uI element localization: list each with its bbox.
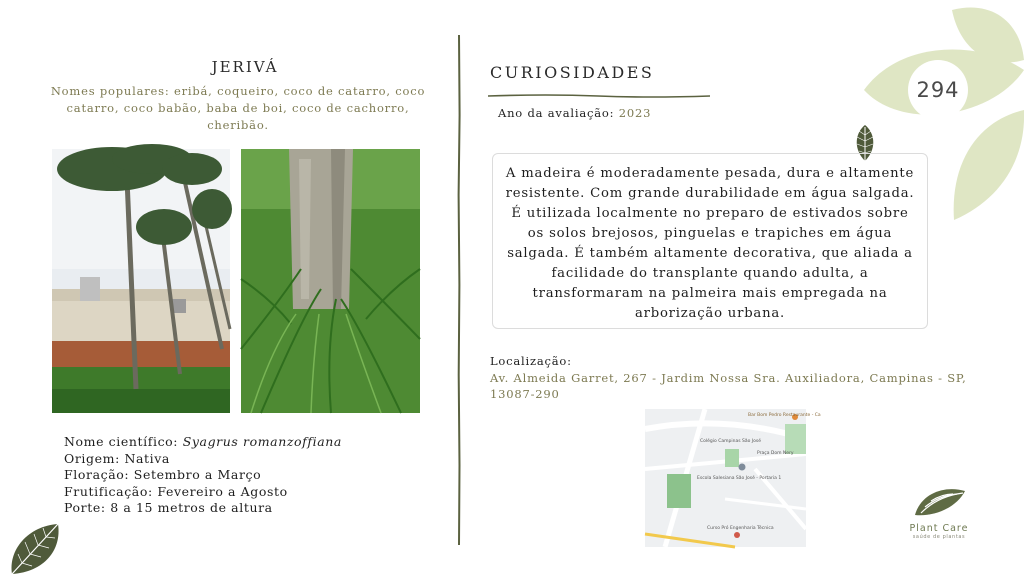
logo-tagline: saúde de plantas bbox=[912, 534, 966, 540]
scientific-name: Syagrus romanzoffiana bbox=[182, 434, 342, 449]
fruiting-line: Frutificação: Fevereiro a Agosto bbox=[64, 483, 288, 499]
leaf-decoration-icon bbox=[8, 520, 68, 576]
evaluation-year bbox=[498, 106, 651, 120]
logo-name: Plant Care bbox=[909, 523, 969, 534]
decorative-leaves bbox=[860, 0, 1024, 230]
year-value: 2023 bbox=[618, 106, 652, 120]
map-label-5: Curso Pró Engenharia Técnica bbox=[707, 526, 774, 531]
curiosities-text: A madeira é moderadamente pesada, dura e altamente resistente. Com grande durabilidade em água salgada. É utilizada localmente no preparo de estivados sobre os solos brejosos, pinguelas e trapiches em água salgada. É também altamente decorativa, que aliada a facilidade do transplante quando adulta, a transformaram na palmeira mais empregada na arborização urbana. bbox=[505, 166, 915, 321]
page-number: 294 bbox=[916, 78, 960, 102]
origin-line: Origem: Nativa bbox=[64, 450, 170, 466]
year-label: Ano da avaliação: bbox=[498, 106, 619, 120]
scientific-name-line bbox=[64, 434, 342, 451]
trunk-grass-photo bbox=[241, 149, 420, 413]
palm-trees-photo bbox=[52, 149, 230, 413]
location-address: Av. Almeida Garret, 267 - Jardim Nossa Sra. Auxiliadora, Campinas - SP, 13087-290 bbox=[490, 371, 967, 401]
map-label-1: Bar Bom Pedro Restaurante - Ca bbox=[748, 413, 821, 418]
scientific-name-label: Nome científico: bbox=[64, 434, 183, 449]
location-label: Localização: bbox=[490, 354, 572, 368]
size-line: Porte: 8 a 15 metros de altura bbox=[64, 500, 273, 515]
map-label-2: Colégio Campinas São José bbox=[700, 439, 761, 444]
map-label-4: Escola Salesiana São José - Portaria 1 bbox=[697, 476, 782, 481]
location-map[interactable] bbox=[645, 409, 821, 547]
column-divider bbox=[455, 35, 463, 545]
map-label-3: Praça Dom Nery bbox=[757, 451, 794, 456]
logo-leaf-icon bbox=[911, 485, 967, 517]
curiosities-title: CURIOSIDADES bbox=[490, 63, 655, 82]
popular-names: Nomes populares: eribá, coqueiro, coco de catarro, coco catarro, coco babão, baba de boi, coco de cachorro, cheribão. bbox=[50, 84, 426, 132]
title-underline bbox=[488, 84, 710, 90]
plant-care-logo bbox=[903, 485, 975, 545]
flowering-line: Floração: Setembro a Março bbox=[64, 467, 262, 482]
plant-name-title: JERIVÁ bbox=[211, 58, 279, 76]
plant-facts bbox=[64, 434, 342, 517]
